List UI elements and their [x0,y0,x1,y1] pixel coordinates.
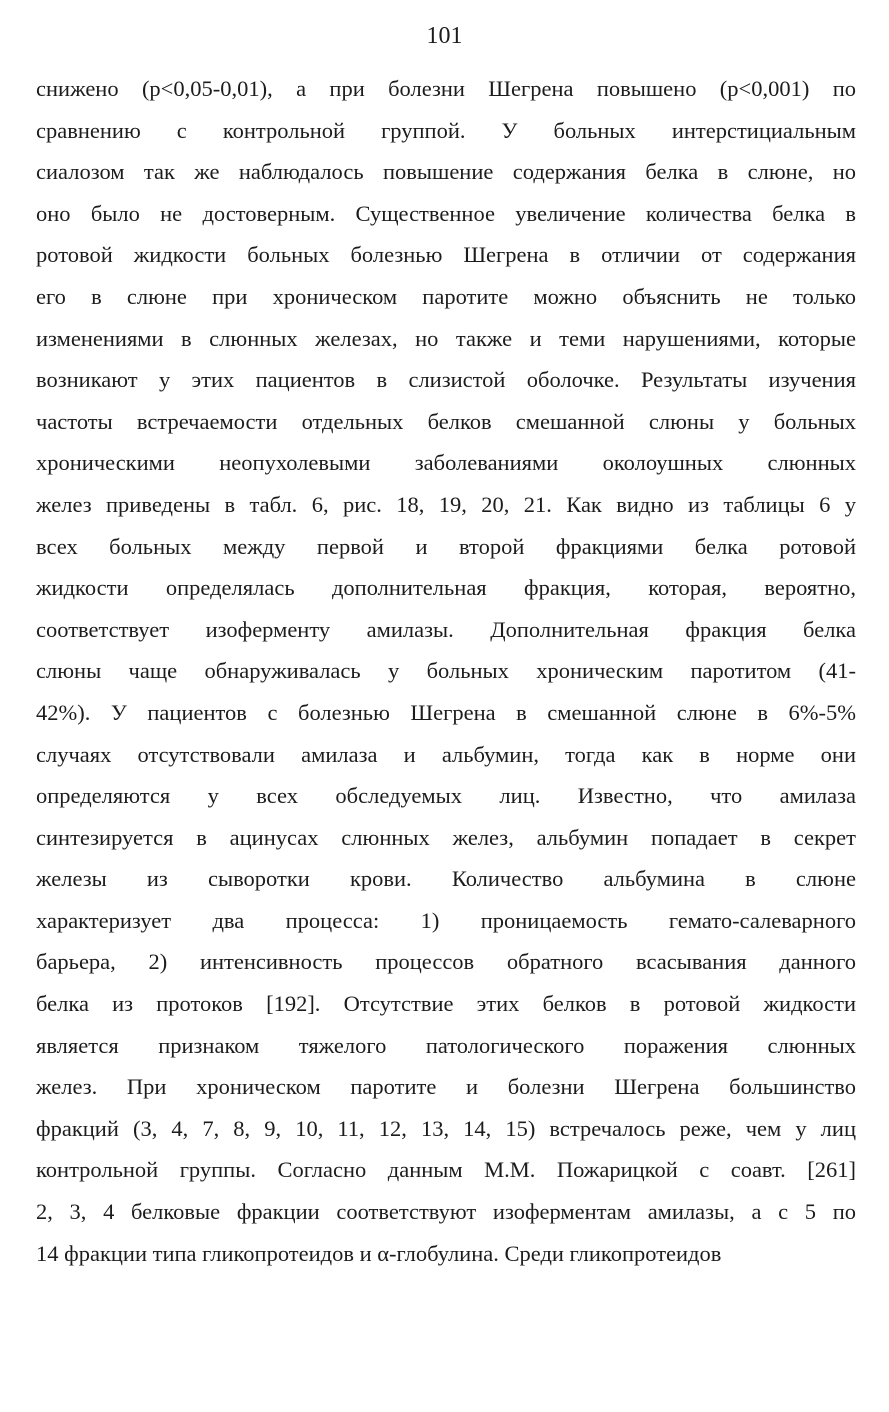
text-line: 42%). У пациентов с болезнью Шегрена в смешанной слюне в 6%-5% [36,699,856,725]
text-line: всех больных между первой и второй фракциями белка ротовой [36,533,856,559]
text-line: сиалозом так же наблюдалось повышение содержания белка в слюне, но [36,159,856,185]
body-text [36,68,856,1274]
text-line: барьера, 2) интенсивность процессов обратного всасывания данного [36,949,856,975]
text-line: возникают у этих пациентов в слизистой оболочке. Результаты изучения [36,367,856,393]
text-line: ротовой жидкости больных болезнью Шегрена в отличии от содержания [36,242,856,268]
text-line: его в слюне при хроническом паротите можно объяснить не только [36,283,856,309]
text-line: характеризует два процесса: 1) проницаемость гемато-салеварного [36,907,856,933]
text-line: случаях отсутствовали амилаза и альбумин, тогда как в норме они [36,741,856,767]
text-line: определяются у всех обследуемых лиц. Известно, что амилаза [36,783,856,809]
text-line: частоты встречаемости отдельных белков смешанной слюны у больных [36,408,856,434]
text-line: 14 фракции типа гликопротеидов и α-глобулина. Среди гликопротеидов [36,1240,722,1266]
text-line: хроническими неопухолевыми заболеваниями околоушных слюнных [36,450,856,476]
text-line: синтезируется в ацинусах слюнных желез, альбумин попадает в секрет [36,824,856,850]
text-line: желез. При хроническом паротите и болезни Шегрена большинство [36,1074,856,1100]
text-line: фракций (3, 4, 7, 8, 9, 10, 11, 12, 13, 14, 15) встречалось реже, чем у лиц [36,1115,856,1141]
text-line: желез приведены в табл. 6, рис. 18, 19, 20, 21. Как видно из таблицы 6 у [36,491,856,517]
text-line: является признаком тяжелого патологического поражения слюнных [36,1032,856,1058]
text-line: изменениями в слюнных железах, но также и теми нарушениями, которые [36,325,856,351]
text-line: контрольной группы. Согласно данным М.М. Пожарицкой с соавт. [261] [36,1157,856,1183]
text-line: белка из протоков [192]. Отсутствие этих белков в ротовой жидкости [36,991,856,1017]
text-line: слюны чаще обнаруживалась у больных хроническим паротитом (41- [36,658,856,684]
text-line: соответствует изоферменту амилазы. Дополнительная фракция белка [36,616,856,642]
text-line: снижено (р<0,05-0,01), а при болезни Шегрена повышено (р<0,001) по [36,76,856,101]
text-line: железы из сыворотки крови. Количество альбумина в слюне [36,866,856,892]
page-number: 101 [426,23,463,49]
text-line: оно было не достоверным. Существенное увеличение количества белка в [36,200,856,226]
text-line: 2, 3, 4 белковые фракции соответствуют изоферментам амилазы, а с 5 по [36,1199,856,1225]
text-line: сравнению с контрольной группой. У больных интерстициальным [36,117,856,143]
text-line: жидкости определялась дополнительная фракция, которая, вероятно, [36,575,856,601]
